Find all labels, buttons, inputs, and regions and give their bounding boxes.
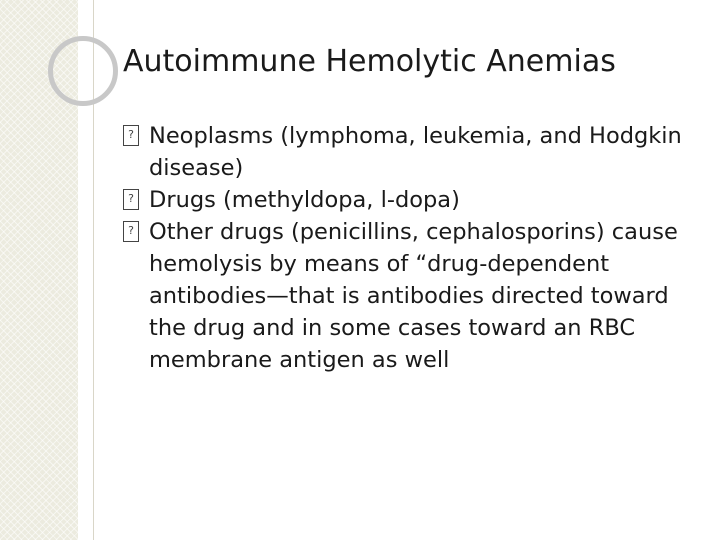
bullet-list [123,120,703,376]
missing-glyph-icon: ? [123,189,139,210]
bullet-text: Drugs (methyldopa, l-dopa) [149,187,460,213]
missing-glyph-icon: ? [123,221,139,242]
bullet-item [123,216,703,376]
bullet-item [123,184,703,216]
decorative-ring-icon [48,36,118,106]
missing-glyph-icon: ? [123,125,139,146]
bullet-item [123,120,703,184]
slide-title: Autoimmune Hemolytic Anemias [123,44,616,79]
bullet-text: Other drugs (penicillins, cephalosporins) cause hemolysis by means of “drug-dependent antibodies—that is antibodies directed toward the drug and in some cases toward an RBC membrane antigen as well [149,219,678,373]
bullet-text: Neoplasms (lymphoma, leukemia, and Hodgkin disease) [149,123,682,181]
